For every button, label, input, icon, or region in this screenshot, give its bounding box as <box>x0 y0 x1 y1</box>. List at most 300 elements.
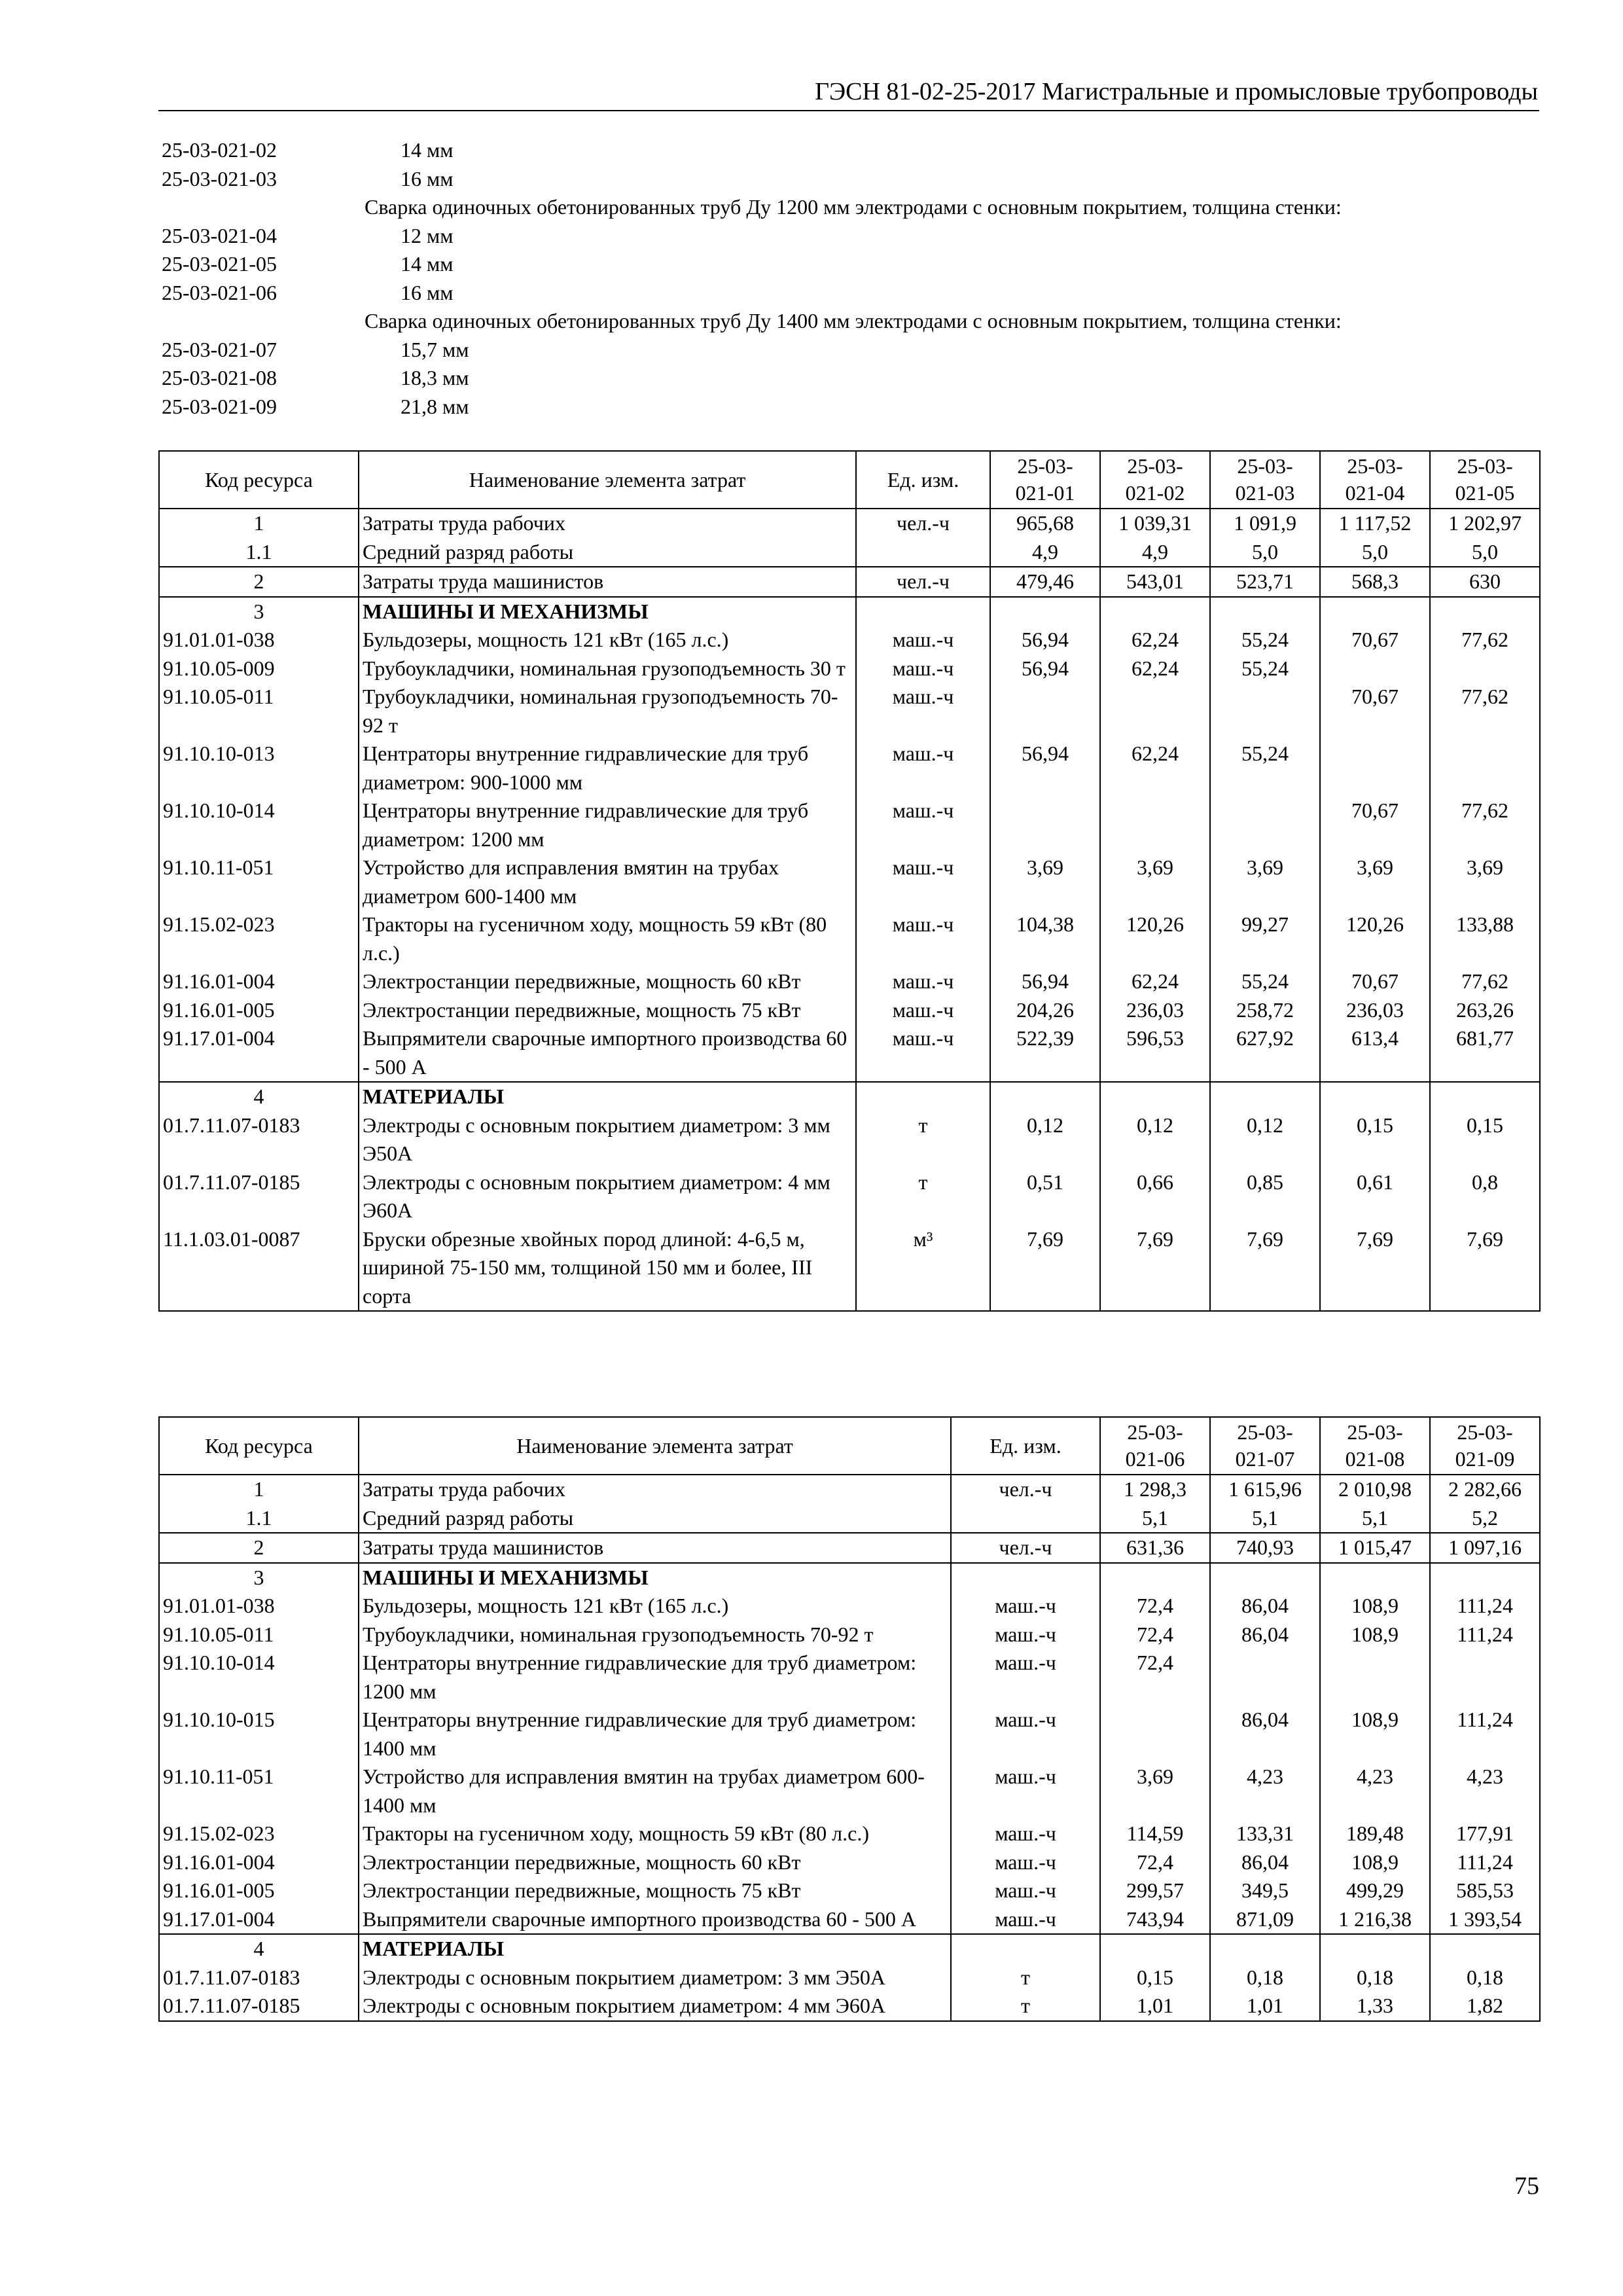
resource-code: 1.1 <box>159 538 359 567</box>
value-cell: 3,69 <box>1430 853 1540 910</box>
value-cell: 111,24 <box>1430 1848 1540 1877</box>
value-cell: 0,12 <box>1210 1111 1320 1168</box>
resource-code: 91.16.01-004 <box>159 967 359 996</box>
unit-cell: маш.-ч <box>856 853 990 910</box>
value-cell: 5,0 <box>1320 538 1430 567</box>
value-cell: 7,69 <box>1210 1225 1320 1312</box>
value-cell: 743,94 <box>1100 1905 1210 1935</box>
code-list-item <box>162 250 1543 279</box>
table-row <box>159 538 1540 567</box>
code-label: 25-03-021-04 <box>162 223 277 247</box>
value-cell: 70,67 <box>1320 967 1430 996</box>
value-cell <box>1430 1649 1540 1706</box>
page-header <box>158 72 1539 111</box>
table-row <box>159 1876 1540 1905</box>
cost-element-name: Электроды с основным покрытием диаметром: 3 мм Э50А <box>359 1964 951 1992</box>
code-label: 25-03-021-08 <box>162 366 277 389</box>
cost-element-name: Электростанции передвижные, мощность 60 кВт <box>359 967 856 996</box>
value-cell: 499,29 <box>1320 1876 1430 1905</box>
value-cell: 1 615,96 <box>1210 1475 1320 1504</box>
resource-code: 1 <box>159 1475 359 1504</box>
header-column: 25-03- 021-03 <box>1210 451 1320 509</box>
unit-cell <box>951 1504 1100 1534</box>
value-cell: 120,26 <box>1100 910 1210 967</box>
unit-cell: маш.-ч <box>951 1706 1100 1763</box>
cost-element-name: Трубоукладчики, номинальная грузоподъемность 30 т <box>359 655 856 683</box>
resource-table-1 <box>158 450 1541 1312</box>
value-cell: 77,62 <box>1430 626 1540 655</box>
table-row <box>159 1504 1540 1534</box>
code-list-item <box>162 165 1543 194</box>
header-column: 25-03- 021-05 <box>1430 451 1540 509</box>
unit-cell: т <box>951 1964 1100 1992</box>
value-cell <box>1430 1934 1540 1964</box>
value-cell: 4,9 <box>1100 538 1210 567</box>
header-code: Код ресурса <box>159 451 359 509</box>
cost-element-name: Центраторы внутренние гидравлические для труб диаметром: 1200 мм <box>359 797 856 853</box>
value-cell <box>1100 1082 1210 1111</box>
resource-code: 91.15.02-023 <box>159 910 359 967</box>
header-column: 25-03- 021-02 <box>1100 451 1210 509</box>
value-cell: 0,66 <box>1100 1168 1210 1225</box>
code-list <box>162 136 1543 421</box>
cost-element-name: Тракторы на гусеничном ходу, мощность 59 кВт (80 л.с.) <box>359 1820 951 1848</box>
value-cell: 1 298,3 <box>1100 1475 1210 1504</box>
value-cell: 108,9 <box>1320 1848 1430 1877</box>
code-label: 25-03-021-07 <box>162 337 277 361</box>
value-cell: 523,71 <box>1210 567 1320 597</box>
table-row <box>159 1168 1540 1225</box>
header-column: 25-03- 021-08 <box>1320 1417 1430 1475</box>
value-cell: 86,04 <box>1210 1706 1320 1763</box>
cost-element-name: МАТЕРИАЛЫ <box>359 1934 951 1964</box>
table-row <box>159 967 1540 996</box>
table-row <box>159 1225 1540 1312</box>
header-name: Наименование элемента затрат <box>359 451 856 509</box>
unit-cell: маш.-ч <box>951 1848 1100 1877</box>
resource-code: 3 <box>159 1563 359 1592</box>
value-cell <box>1320 740 1430 797</box>
header-column: 25-03- 021-01 <box>990 451 1100 509</box>
value-cell: 108,9 <box>1320 1592 1430 1621</box>
value-cell: 5,1 <box>1210 1504 1320 1534</box>
table-header-row <box>159 1417 1540 1475</box>
value-cell: 189,48 <box>1320 1820 1430 1848</box>
value-cell: 62,24 <box>1100 655 1210 683</box>
value-cell: 1 015,47 <box>1320 1533 1430 1563</box>
cost-element-name: Трубоукладчики, номинальная грузоподъемность 70-92 т <box>359 1621 951 1649</box>
unit-cell: маш.-ч <box>856 655 990 683</box>
value-cell <box>1210 797 1320 853</box>
value-cell <box>1210 683 1320 740</box>
cost-element-name: Бруски обрезные хвойных пород длиной: 4-6,5 м, шириной 75-150 мм, толщиной 150 мм и более, III сорта <box>359 1225 856 1312</box>
table-row <box>159 1024 1540 1082</box>
unit-cell: маш.-ч <box>951 1876 1100 1905</box>
value-cell: 72,4 <box>1100 1621 1210 1649</box>
cost-element-name: Электроды с основным покрытием диаметром: 4 мм Э60А <box>359 1168 856 1225</box>
value-cell: 1 091,9 <box>1210 509 1320 538</box>
value-cell <box>1210 1082 1320 1111</box>
header-column: 25-03- 021-04 <box>1320 451 1430 509</box>
value-cell: 0,51 <box>990 1168 1100 1225</box>
value-cell: 0,18 <box>1320 1964 1430 1992</box>
value-cell: 108,9 <box>1320 1621 1430 1649</box>
resource-code: 91.01.01-038 <box>159 1592 359 1621</box>
code-list-item <box>162 364 1543 393</box>
value-cell: 72,4 <box>1100 1592 1210 1621</box>
section-row <box>159 597 1540 626</box>
table-header-row <box>159 451 1540 509</box>
value-cell: 1 393,54 <box>1430 1905 1540 1935</box>
cost-element-name: Затраты труда рабочих <box>359 1475 951 1504</box>
header-unit: Ед. изм. <box>951 1417 1100 1475</box>
value-cell: 70,67 <box>1320 683 1430 740</box>
section-row <box>159 1082 1540 1111</box>
header-column: 25-03- 021-07 <box>1210 1417 1320 1475</box>
value-cell <box>990 797 1100 853</box>
unit-cell: т <box>951 1992 1100 2021</box>
unit-cell: т <box>856 1111 990 1168</box>
value-cell: 62,24 <box>1100 626 1210 655</box>
value-cell: 7,69 <box>1100 1225 1210 1312</box>
value-cell: 3,69 <box>1100 1763 1210 1820</box>
unit-cell <box>951 1934 1100 1964</box>
resource-code: 01.7.11.07-0183 <box>159 1964 359 1992</box>
code-group-heading <box>162 193 1543 222</box>
value-cell: 630 <box>1430 567 1540 597</box>
value-cell: 3,69 <box>990 853 1100 910</box>
cost-element-name: Средний разряд работы <box>359 538 856 567</box>
resource-code: 01.7.11.07-0185 <box>159 1992 359 2021</box>
value-cell: 77,62 <box>1430 967 1540 996</box>
value-cell: 0,15 <box>1430 1111 1540 1168</box>
code-label: 25-03-021-09 <box>162 394 277 418</box>
value-cell: 299,57 <box>1100 1876 1210 1905</box>
code-heading-text: Сварка одиночных обетонированных труб Ду 1200 мм электродами с основным покрытием, толщина стенки: <box>365 195 1342 219</box>
value-cell <box>1430 655 1540 683</box>
cost-element-name: Бульдозеры, мощность 121 кВт (165 л.с.) <box>359 626 856 655</box>
value-cell: 1 202,97 <box>1430 509 1540 538</box>
resource-code: 91.15.02-023 <box>159 1820 359 1848</box>
value-cell <box>990 597 1100 626</box>
resource-code: 01.7.11.07-0183 <box>159 1111 359 1168</box>
value-cell: 4,23 <box>1320 1763 1430 1820</box>
value-cell: 120,26 <box>1320 910 1430 967</box>
header-name: Наименование элемента затрат <box>359 1417 951 1475</box>
unit-cell: маш.-ч <box>856 683 990 740</box>
cost-element-name: Затраты труда машинистов <box>359 1533 951 1563</box>
value-cell: 62,24 <box>1100 967 1210 996</box>
unit-cell: маш.-ч <box>856 910 990 967</box>
resource-code: 91.01.01-038 <box>159 626 359 655</box>
resource-code: 4 <box>159 1082 359 1111</box>
table-row <box>159 1905 1540 1935</box>
cost-element-name: Выпрямители сварочные импортного производства 60 - 500 А <box>359 1024 856 1082</box>
value-cell: 0,18 <box>1210 1964 1320 1992</box>
value-cell: 236,03 <box>1100 996 1210 1025</box>
value-cell <box>1430 1563 1540 1592</box>
table-row <box>159 740 1540 797</box>
unit-cell: маш.-ч <box>951 1905 1100 1935</box>
table-row <box>159 1706 1540 1763</box>
value-cell: 1,01 <box>1210 1992 1320 2021</box>
table-row <box>159 797 1540 853</box>
value-cell: 263,26 <box>1430 996 1540 1025</box>
code-description: 16 мм <box>401 166 454 190</box>
value-cell: 4,23 <box>1430 1763 1540 1820</box>
unit-cell: чел.-ч <box>856 567 990 597</box>
value-cell: 0,12 <box>1100 1111 1210 1168</box>
value-cell: 4,23 <box>1210 1763 1320 1820</box>
cost-element-name: Электроды с основным покрытием диаметром: 3 мм Э50А <box>359 1111 856 1168</box>
code-description: 18,3 мм <box>401 366 469 389</box>
value-cell: 2 010,98 <box>1320 1475 1430 1504</box>
value-cell <box>1430 740 1540 797</box>
value-cell: 1 117,52 <box>1320 509 1430 538</box>
value-cell <box>1100 797 1210 853</box>
resource-code: 91.10.10-014 <box>159 1649 359 1706</box>
table-row <box>159 509 1540 538</box>
resource-code: 91.16.01-005 <box>159 996 359 1025</box>
value-cell: 56,94 <box>990 655 1100 683</box>
cost-element-name: Электроды с основным покрытием диаметром: 4 мм Э60А <box>359 1992 951 2021</box>
value-cell: 72,4 <box>1100 1848 1210 1877</box>
value-cell: 1,33 <box>1320 1992 1430 2021</box>
table-row <box>159 1592 1540 1621</box>
value-cell: 177,91 <box>1430 1820 1540 1848</box>
table-row <box>159 626 1540 655</box>
resource-code: 91.10.05-011 <box>159 683 359 740</box>
code-label: 25-03-021-05 <box>162 252 277 276</box>
table-row <box>159 1621 1540 1649</box>
resource-code: 91.17.01-004 <box>159 1024 359 1082</box>
page-number: 75 <box>1514 2172 1539 2200</box>
cost-element-name: Электростанции передвижные, мощность 60 кВт <box>359 1848 951 1877</box>
value-cell <box>1210 1563 1320 1592</box>
value-cell: 7,69 <box>1320 1225 1430 1312</box>
code-description: 16 мм <box>401 280 454 304</box>
value-cell: 0,61 <box>1320 1168 1430 1225</box>
value-cell: 55,24 <box>1210 740 1320 797</box>
unit-cell: маш.-ч <box>856 967 990 996</box>
code-list-item <box>162 222 1543 251</box>
resource-code: 3 <box>159 597 359 626</box>
value-cell: 236,03 <box>1320 996 1430 1025</box>
value-cell: 349,5 <box>1210 1876 1320 1905</box>
value-cell: 7,69 <box>990 1225 1100 1312</box>
table-row <box>159 910 1540 967</box>
value-cell: 70,67 <box>1320 626 1430 655</box>
value-cell: 70,67 <box>1320 797 1430 853</box>
cost-element-name: МАШИНЫ И МЕХАНИЗМЫ <box>359 597 856 626</box>
value-cell: 56,94 <box>990 967 1100 996</box>
resource-code: 91.17.01-004 <box>159 1905 359 1935</box>
table-row <box>159 1848 1540 1877</box>
value-cell <box>1320 1082 1430 1111</box>
code-label: 25-03-021-02 <box>162 138 277 162</box>
code-description: 14 мм <box>401 138 454 162</box>
value-cell: 7,69 <box>1430 1225 1540 1312</box>
code-description: 14 мм <box>401 252 454 276</box>
unit-cell <box>856 538 990 567</box>
value-cell: 0,8 <box>1430 1168 1540 1225</box>
value-cell: 133,88 <box>1430 910 1540 967</box>
value-cell: 86,04 <box>1210 1848 1320 1877</box>
table-row <box>159 655 1540 683</box>
value-cell: 5,0 <box>1430 538 1540 567</box>
code-list-item <box>162 393 1543 422</box>
cost-element-name: Электростанции передвижные, мощность 75 кВт <box>359 996 856 1025</box>
value-cell: 114,59 <box>1100 1820 1210 1848</box>
resource-code: 91.10.11-051 <box>159 1763 359 1820</box>
header-code: Код ресурса <box>159 1417 359 1475</box>
section-row <box>159 1563 1540 1592</box>
table-row <box>159 1763 1540 1820</box>
value-cell: 613,4 <box>1320 1024 1430 1082</box>
cost-element-name: Электростанции передвижные, мощность 75 кВт <box>359 1876 951 1905</box>
resource-table-2 <box>158 1416 1541 2022</box>
code-label: 25-03-021-06 <box>162 280 277 304</box>
value-cell: 258,72 <box>1210 996 1320 1025</box>
value-cell: 596,53 <box>1100 1024 1210 1082</box>
value-cell <box>990 1082 1100 1111</box>
resource-code: 2 <box>159 1533 359 1563</box>
cost-element-name: Затраты труда машинистов <box>359 567 856 597</box>
value-cell: 108,9 <box>1320 1706 1430 1763</box>
unit-cell <box>856 1082 990 1111</box>
value-cell <box>1100 1563 1210 1592</box>
code-description: 21,8 мм <box>401 394 469 418</box>
value-cell: 99,27 <box>1210 910 1320 967</box>
cost-element-name: Бульдозеры, мощность 121 кВт (165 л.с.) <box>359 1592 951 1621</box>
unit-cell: маш.-ч <box>951 1592 1100 1621</box>
cost-element-name: Центраторы внутренние гидравлические для труб диаметром: 1200 мм <box>359 1649 951 1706</box>
table-row <box>159 1475 1540 1504</box>
unit-cell: маш.-ч <box>856 626 990 655</box>
value-cell: 111,24 <box>1430 1621 1540 1649</box>
value-cell: 77,62 <box>1430 683 1540 740</box>
cost-element-name: Устройство для исправления вмятин на трубах диаметром 600-1400 мм <box>359 1763 951 1820</box>
value-cell <box>1320 1563 1430 1592</box>
value-cell: 5,0 <box>1210 538 1320 567</box>
value-cell: 740,93 <box>1210 1533 1320 1563</box>
value-cell: 479,46 <box>990 567 1100 597</box>
resource-code: 91.10.05-011 <box>159 1621 359 1649</box>
value-cell: 681,77 <box>1430 1024 1540 1082</box>
cost-element-name: МАШИНЫ И МЕХАНИЗМЫ <box>359 1563 951 1592</box>
value-cell: 871,09 <box>1210 1905 1320 1935</box>
cost-element-name: Затраты труда рабочих <box>359 509 856 538</box>
value-cell: 104,38 <box>990 910 1100 967</box>
value-cell <box>1320 655 1430 683</box>
cost-element-name: Устройство для исправления вмятин на трубах диаметром 600-1400 мм <box>359 853 856 910</box>
resource-code: 91.16.01-004 <box>159 1848 359 1877</box>
value-cell: 0,12 <box>990 1111 1100 1168</box>
unit-cell: маш.-ч <box>856 1024 990 1082</box>
unit-cell: маш.-ч <box>856 797 990 853</box>
value-cell: 111,24 <box>1430 1706 1540 1763</box>
value-cell: 86,04 <box>1210 1592 1320 1621</box>
value-cell: 111,24 <box>1430 1592 1540 1621</box>
value-cell: 56,94 <box>990 740 1100 797</box>
value-cell <box>1100 597 1210 626</box>
value-cell <box>1430 1082 1540 1111</box>
value-cell: 5,2 <box>1430 1504 1540 1534</box>
code-heading-text: Сварка одиночных обетонированных труб Ду 1400 мм электродами с основным покрытием, толщина стенки: <box>365 309 1342 332</box>
value-cell: 585,53 <box>1430 1876 1540 1905</box>
code-group-heading <box>162 307 1543 336</box>
resource-code: 11.1.03.01-0087 <box>159 1225 359 1312</box>
value-cell: 204,26 <box>990 996 1100 1025</box>
resource-code: 2 <box>159 567 359 597</box>
unit-cell: маш.-ч <box>856 740 990 797</box>
value-cell: 3,69 <box>1210 853 1320 910</box>
value-cell: 55,24 <box>1210 967 1320 996</box>
unit-cell <box>856 597 990 626</box>
unit-cell: т <box>856 1168 990 1225</box>
value-cell: 627,92 <box>1210 1024 1320 1082</box>
unit-cell <box>951 1563 1100 1592</box>
value-cell: 543,01 <box>1100 567 1210 597</box>
resource-code: 4 <box>159 1934 359 1964</box>
value-cell: 631,36 <box>1100 1533 1210 1563</box>
unit-cell: маш.-ч <box>951 1621 1100 1649</box>
cost-element-name: МАТЕРИАЛЫ <box>359 1082 856 1111</box>
table-row <box>159 1111 1540 1168</box>
table-row <box>159 1964 1540 1992</box>
header-unit: Ед. изм. <box>856 451 990 509</box>
value-cell: 522,39 <box>990 1024 1100 1082</box>
code-list-item <box>162 336 1543 365</box>
value-cell <box>1210 1934 1320 1964</box>
value-cell <box>1320 1649 1430 1706</box>
code-list-item <box>162 279 1543 308</box>
table-row <box>159 1820 1540 1848</box>
section-row <box>159 1934 1540 1964</box>
cost-element-name: Тракторы на гусеничном ходу, мощность 59 кВт (80 л.с.) <box>359 910 856 967</box>
table-row <box>159 1992 1540 2021</box>
value-cell <box>1320 1934 1430 1964</box>
resource-code: 91.10.10-014 <box>159 797 359 853</box>
value-cell: 965,68 <box>990 509 1100 538</box>
unit-cell: маш.-ч <box>951 1820 1100 1848</box>
value-cell: 1 039,31 <box>1100 509 1210 538</box>
unit-cell: чел.-ч <box>951 1475 1100 1504</box>
resource-code: 01.7.11.07-0185 <box>159 1168 359 1225</box>
value-cell <box>1320 597 1430 626</box>
header-column: 25-03- 021-06 <box>1100 1417 1210 1475</box>
value-cell: 0,15 <box>1320 1111 1430 1168</box>
value-cell: 3,69 <box>1320 853 1430 910</box>
value-cell: 62,24 <box>1100 740 1210 797</box>
unit-cell: чел.-ч <box>856 509 990 538</box>
resource-code: 91.10.10-015 <box>159 1706 359 1763</box>
value-cell: 568,3 <box>1320 567 1430 597</box>
page-header-title: ГЭСН 81-02-25-2017 Магистральные и промысловые трубопроводы <box>815 78 1538 105</box>
cost-element-name: Трубоукладчики, номинальная грузоподъемность 70-92 т <box>359 683 856 740</box>
code-label: 25-03-021-03 <box>162 166 277 190</box>
resource-code: 91.10.11-051 <box>159 853 359 910</box>
value-cell: 2 282,66 <box>1430 1475 1540 1504</box>
resource-code: 91.10.10-013 <box>159 740 359 797</box>
value-cell: 55,24 <box>1210 655 1320 683</box>
value-cell: 0,15 <box>1100 1964 1210 1992</box>
value-cell: 56,94 <box>990 626 1100 655</box>
value-cell: 133,31 <box>1210 1820 1320 1848</box>
value-cell: 55,24 <box>1210 626 1320 655</box>
table-row <box>159 1533 1540 1563</box>
value-cell <box>1210 597 1320 626</box>
